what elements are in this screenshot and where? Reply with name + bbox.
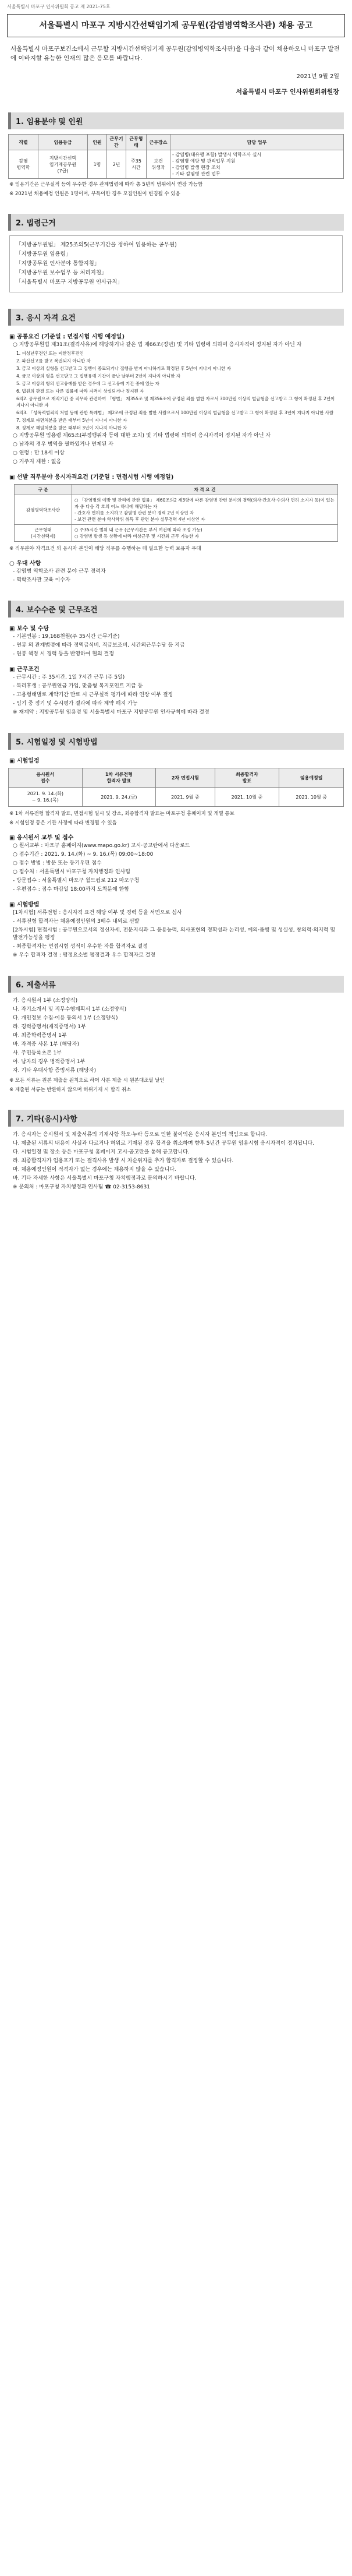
preference-item: - 감염병 역학조사 관련 분야 근무 경력자 [13,569,106,574]
apply-item: ○ 접수처 : 서울특별시 마포구청 자치행정과 인사팀 [13,869,130,875]
condition-item: - 임기 중 정기 및 수시평가 결과에 따라 계약 해지 가능 [13,701,138,707]
law-list [9,235,343,292]
section-3-title: 3. 응시 자격 요건 [8,309,344,326]
table-row [15,525,338,542]
restriction-item: 7. 징계로 파면처분을 받은 때부터 5년이 지나지 아니한 자 [16,418,127,423]
schedule-value: 2021. 9. 14.(화) ~ 9. 16.(목) [9,788,83,807]
other-item: 바. 기타 자세한 사항은 서울특별시 마포구청 자치행정과로 문의하시기 바랍니다. [13,1176,197,1181]
method-item: ※ 우수 합격자 결정 : 평정요소별 평정결과 우수 합격자로 결정 [13,952,155,958]
cell-rank: 감염 병역학 [9,150,38,179]
other-item: 가. 응시자는 응시원서 및 제출서류의 기재사항 착오·누락 등으로 인한 불이익은 응시자 본인의 책임으로 합니다. [13,1132,268,1138]
method-item: [1차시험] 서류전형 : 응시자격 요건 해당 여부 및 경력 등을 서면으로 심사 [13,910,182,916]
position-requirements-label: ▣ 선발 직무분야 응시자격요건 (기준일 : 면접시험 시행 예정일) [9,474,174,481]
section-7-title: 7. 기타(응시)사항 [8,1110,344,1127]
duty-item: - 감염병(대유행 포함) 발생시 역학조사 실시 [172,152,262,157]
position-requirement: ○ 「감염병의 예방 및 관리에 관한 법률」 제60조의2 제3항에 따른 감염병 관련 분야의 경력(의사·간호사·수의사 면허 소지자 등)이 있는 자 중 다음 각 호의 어느 하나에 해당하는 자 - 간호사 면허를 소지하고 감염병 관련 분야 경력 2년 이상인 자 - 보건 관련 분야 학사학위 취득 후 관련 분야 실무경력 4년 이상인 자 [72,495,338,525]
other-item: 마. 채용예정인원이 적격자가 없는 경우에는 채용하지 않을 수 있습니다. [13,1167,176,1173]
cell-grade: 지방시간선택 임기제공무원 (7급) [38,150,88,179]
apply-item: ○ 접수 방법 : 방문 또는 등기우편 접수 [13,860,102,866]
document-item: 자. 기타 우대사항 증빙서류 (해당자) [13,1068,97,1074]
schedule-value: 2021. 9. 24.(금) [82,788,156,807]
extra-requirement: ○ 지방공무원 임용령 제65조(부정행위자 등에 대한 조치) 및 기타 법령에 의하여 응시자격이 정지된 자가 아닌 자 [13,433,271,439]
schedule-header: 2차 면접시험 [156,768,215,788]
pay-item: - 기본연봉 : 19,168천원(주 35시간 근무기준) [13,634,120,640]
restriction-item: 2. 파산선고를 받고 복권되지 아니한 자 [16,358,91,364]
law-item: 「지방공무원 임용령」 [16,251,72,257]
schedule-value: 2021. 10월 중 [215,788,279,807]
announcement-number: 서울특별시 마포구 인사위원회 공고 제 2021-75호 [7,4,111,9]
other-item: 다. 시험일정 및 장소 등은 마포구청 홈페이지 고시·공고란을 통해 공고합니다. [13,1149,190,1155]
law-item: 「지방공무원법」 제25조의5(근무기간을 정하여 임용하는 공무원) [16,242,177,248]
schedule-header: 최종합격자 발표 [215,768,279,788]
section-4-title: 4. 보수수준 및 근무조건 [8,601,344,617]
condition-item: - 복리후생 : 공무원연금 가입, 맞춤형 복지포인트 지급 등 [13,683,143,689]
document-note: ※ 제출된 서류는 반환하지 않으며 허위기재 시 합격 취소 [9,1087,131,1093]
cell-period: 2년 [107,150,126,179]
positions-table-header [9,135,344,150]
extra-requirement: ○ 남자의 경우 병역을 필하였거나 면제된 자 [13,442,113,447]
positions-table [8,134,344,179]
condition-item: - 고용형태별로 계약기간 만료 시 근무실적 평가에 따라 연장 여부 결정 [13,692,173,698]
apply-item: - 우편접수 : 접수 마감일 18:00까지 도착분에 한함 [13,887,130,892]
cell-duties [170,150,344,179]
schedule-table [8,768,344,807]
schedule-label: ▣ 시험일정 [9,758,40,764]
duty-item: - 감염병 발생 현장 조치 [172,165,221,170]
position-name: 감염병역학조사관 [15,495,72,525]
section-1-note: ※ 2021년 채용예정 인원은 1명이며, 부득이한 경우 모집인원이 변경될 수 있음 [9,191,180,197]
position-requirement: ○ 주35시간 범위 내 근무 (근무시간은 부서 여건에 따라 조정 가능) ○ 감염병 발생 등 상황에 따라 비상근무 및 시간외 근무 가능한 자 [72,525,338,542]
restriction-item: 3. 금고 이상의 실형을 선고받고 그 집행이 종료되거나 집행을 받지 아니하기로 확정된 후 5년이 지나지 아니한 자 [16,366,231,371]
section-2-title: 2. 법령근거 [8,214,344,231]
schedule-value: 2021. 10월 중 [279,788,344,807]
document-item: 나. 자기소개서 및 직무수행계획서 1부 (소정양식) [13,1007,127,1012]
document-note: ※ 모든 서류는 원본 제출을 원칙으로 하며 사본 제출 시 원본대조필 날인 [9,1078,165,1084]
schedule-header: 1차 서류전형 합격자 발표 [82,768,156,788]
position-name: 근무형태 (시간선택제) [15,525,72,542]
header-count: 인원 [88,135,107,150]
header-rank: 직렬 [9,135,38,150]
schedule-note: ※ 1차 서류전형 합격자 발표, 면접시험 일시 및 장소, 최종합격자 발표는 마포구청 홈페이지 및 개별 통보 [9,811,234,817]
document-item: 사. 주민등록초본 1부 [13,1050,62,1056]
position-note: ※ 직무분야 자격요건 외 응시자 본인이 해당 직무를 수행하는 데 필요한 능력 보유자 우대 [9,546,201,552]
restriction-item: 8. 징계로 해임처분을 받은 때부터 3년이 지나지 아니한 자 [16,425,127,430]
preference-item: - 역학조사관 교육 이수자 [13,577,70,583]
document-item: 라. 경력증명서(재직증명서) 1부 [13,1024,86,1030]
document-item: 아. 남자의 경우 병적증명서 1부 [13,1059,86,1065]
common-requirements-text: ○ 지방공무원법 제31조(결격사유)에 해당하거나 같은 법 제66조(정년) 및 기타 법령에 의하여 응시자격이 정지된 자가 아닌 자 [13,342,302,348]
apply-item: ○ 원서교부 : 마포구 홈페이지(www.mapo.go.kr) 고시·공고란에서 다운로드 [13,843,190,849]
law-item: 「지방공무원 보수업무 등 처리지침」 [16,270,107,276]
page-title: 서울특별시 마포구 지방시간선택임기제 공무원(감염병역학조사관) 채용 공고 [7,14,345,37]
cell-count: 1명 [88,150,107,179]
conditions-label: ▣ 근무조건 [9,666,40,673]
header-grade: 임용등급 [38,135,88,150]
method-item: - 최종합격자는 면접시험 성적이 우수한 자를 합격자로 결정 [13,944,148,950]
document-item: 바. 자격증 사본 1부 (해당자) [13,1042,79,1047]
section-1-note: ※ 임용기간은 근무실적 등이 우수한 경우 관계법령에 따라 총 5년의 범위에서 연장 가능함 [9,182,203,188]
restriction-item: 6. 법원의 판결 또는 다른 법률에 따라 자격이 상실되거나 정지된 자 [16,389,144,394]
cell-form: 주35 시간 [126,150,147,179]
section-1-title: 1. 임용분야 및 인원 [8,112,344,129]
contact-info: ※ 문의처 : 마포구청 자치행정과 인사팀 ☎ 02-3153-8631 [13,1184,150,1190]
header-duties: 담당 업무 [170,135,344,150]
header-requirements: 자 격 요 건 [72,485,338,495]
law-item: 「지방공무원 인사분야 통합지침」 [16,260,100,267]
restriction-item: 5. 금고 이상의 형의 선고유예를 받은 경우에 그 선고유예 기간 중에 있는 자 [16,381,159,386]
extra-requirement: ○ 연령 : 만 18세 이상 [13,450,65,456]
section-6-title: 6. 제출서류 [8,976,344,993]
condition-item: ※ 재계약 : 지방공무원 임용령 및 서울특별시 마포구 지방공무원 인사규칙에 따라 결정 [13,710,209,715]
restriction-item: 1. 피성년후견인 또는 피한정후견인 [16,351,84,356]
table-row [9,788,344,807]
method-item: [2차시험] 면접시험 : 공무원으로서의 정신자세, 전문지식과 그 응용능력, 의사표현의 정확성과 논리성, 예의·품행 및 성실성, 창의력·의지력 및 발전가능성을 평정 [13,927,336,941]
restriction-item: 6의3. 「성폭력범죄의 처벌 등에 관한 특례법」 제2조에 규정된 죄를 범한 사람으로서 100만원 이상의 벌금형을 선고받고 그 형이 확정된 후 3년이 지나지 아니한 사람 [16,410,334,415]
restriction-item: 4. 금고 이상의 형을 선고받고 그 집행유예 기간이 끝난 날부터 2년이 지나지 아니한 자 [16,373,181,379]
document-item: 마. 최종학력증명서 1부 [13,1033,67,1039]
restriction-item: 6의2. 공무원으로 재직기간 중 직무와 관련하여 「형법」 제355조 및 제356조에 규정된 죄를 범한 자로서 300만원 이상의 벌금형을 선고받고 그 형이 확정된 후 2년이 지나지 아니한 자 [16,396,335,408]
extra-requirement: ○ 거주지 제한 : 없음 [13,459,62,465]
apply-label: ▣ 응시원서 교부 및 접수 [9,835,74,841]
schedule-header: 응시원서 접수 [9,768,83,788]
schedule-header: 임용예정일 [279,768,344,788]
other-item: 라. 최종합격자가 임용포기 또는 결격사유 발생 시 차순위자를 추가 합격자로 결정할 수 있습니다. [13,1158,234,1164]
announcement-date: 2021년 9월 2일 [296,73,339,80]
method-item: - 서류전형 합격자는 채용예정인원의 3배수 내외로 선발 [13,919,140,924]
section-5-title: 5. 시험일정 및 시험방법 [8,733,344,750]
pay-item: - 연봉 외 관계법령에 따라 정액급식비, 직급보조비, 시간외근무수당 등 지급 [13,643,185,648]
method-label: ▣ 시험방법 [9,902,40,908]
preference-label: ○ 우대 사항 [9,560,41,567]
pay-item: - 연봉 책정 시 경력 등을 반영하여 협의 결정 [13,651,114,657]
schedule-note: ※ 시험일정 등은 기관 사정에 따라 변경될 수 있음 [9,820,117,826]
restrictions-list [0,350,352,431]
common-requirements-label: ▣ 공통요건 (기준일 : 면접시험 시행 예정일) [9,334,125,340]
intro-text: 서울특별시 마포구보건소에서 근무할 지방시간선택임기제 공무원(감염병역학조사관)을 다음과 같이 채용하오니 마포구 발전에 이바지할 유능한 인재의 많은 응모를 바랍니다. [10,45,340,62]
header-category: 구 분 [15,485,72,495]
header-period: 근무기간 [107,135,126,150]
pay-label: ▣ 보수 및 수당 [9,626,49,632]
condition-item: - 근무시간 : 주 35시간, 1일 7시간 근무 (주 5일) [13,675,125,680]
header-place: 근무장소 [147,135,170,150]
table-row [15,495,338,525]
other-item: 나. 제출된 서류의 내용이 사실과 다르거나 허위로 기재된 경우 합격을 취소하며 향후 5년간 공무원 임용시험 응시자격이 정지됩니다. [13,1141,315,1146]
header-form: 근무형태 [126,135,147,150]
apply-item: ○ 접수기간 : 2021. 9. 14.(화) ~ 9. 16.(목) 09:00~18:00 [13,852,154,858]
document-item: 다. 개인정보 수집·이용 동의서 1부 (소정양식) [13,1015,118,1021]
issuing-organization: 서울특별시 마포구 인사위원회위원장 [236,88,339,96]
document-item: 가. 응시원서 1부 (소정양식) [13,998,78,1004]
apply-item: - 방문접수 : 서울특별시 마포구 월드컵로 212 마포구청 [13,878,140,884]
position-requirements-table [14,484,338,542]
duty-item: - 기타 감염병 관련 업무 [172,171,221,177]
duty-item: - 감염병 예방 및 관리업무 지원 [172,158,236,164]
cell-place: 보건 위생과 [147,150,170,179]
law-item: 「서울특별시 마포구 지방공무원 인사규칙」 [16,279,123,285]
schedule-value: 2021. 9월 중 [156,788,215,807]
table-row [9,150,344,179]
